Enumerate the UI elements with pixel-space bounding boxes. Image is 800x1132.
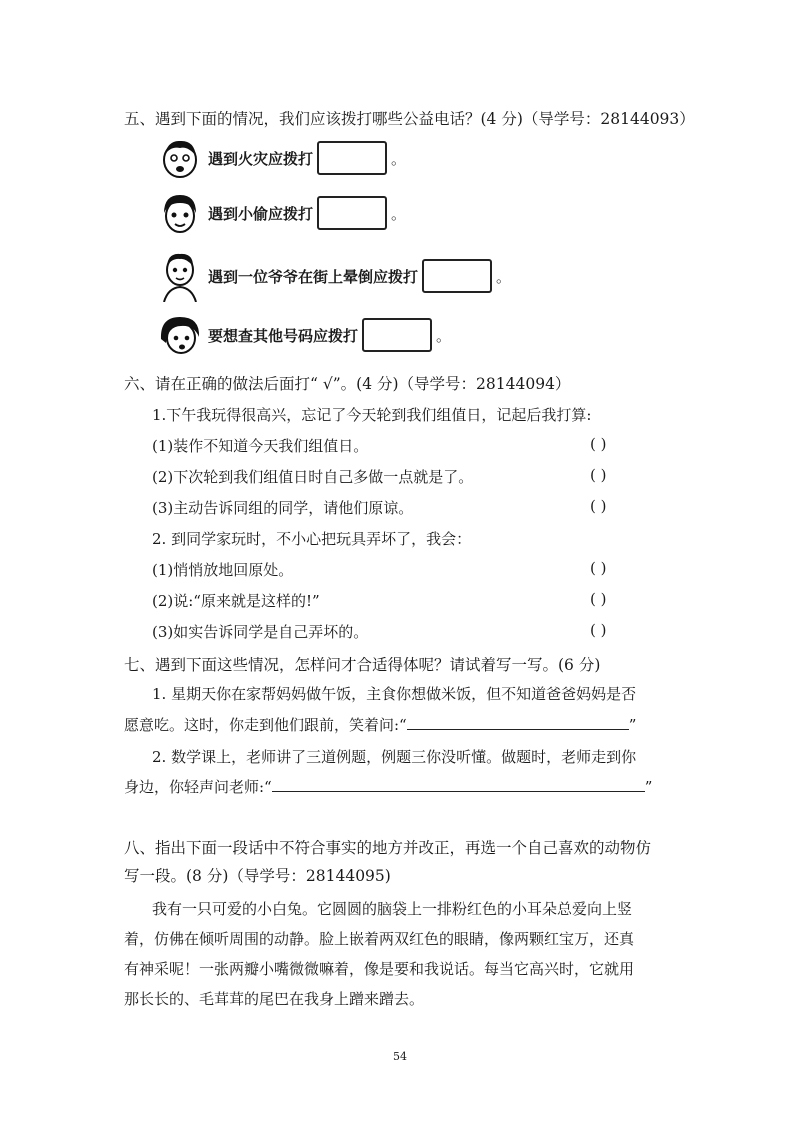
option-6-1-1: (1)装作不知道今天我们组值日。 bbox=[152, 437, 369, 455]
question-7-2-prompt: 身边，你轻声问老师:“ bbox=[124, 778, 272, 796]
answer-paren[interactable]: ( ) bbox=[590, 621, 607, 639]
period: 。 bbox=[391, 204, 407, 223]
phone-answer-box[interactable] bbox=[422, 259, 492, 293]
period: 。 bbox=[391, 149, 407, 168]
question-7-2-line2 bbox=[124, 775, 652, 797]
passage-line-1: 我有一只可爱的小白兔。它圆圆的脑袋上一排粉红色的小耳朵总爱向上竖 bbox=[152, 900, 633, 918]
period: 。 bbox=[436, 326, 452, 345]
section-6-heading: 六、请在正确的做法后面打“ √”。(4 分)（导学号：28144094） bbox=[124, 375, 571, 393]
phone-item-text: 要想查其他号码应拨打 bbox=[208, 326, 359, 345]
child-face-icon bbox=[158, 313, 202, 357]
phone-item-thief bbox=[158, 188, 406, 238]
passage-line-4: 那长长的、毛茸茸的尾巴在我身上蹭来蹭去。 bbox=[124, 990, 425, 1008]
close-quote: ” bbox=[628, 716, 637, 734]
question-7-1-line1: 1. 星期天你在家帮妈妈做午饭，主食你想做米饭，但不知道爸爸妈妈是否 bbox=[152, 685, 637, 703]
phone-item-grandpa bbox=[158, 248, 511, 304]
option-6-2-1: (1)悄悄放地回原处。 bbox=[152, 561, 294, 579]
answer-paren[interactable]: ( ) bbox=[590, 466, 607, 484]
phone-item-directory bbox=[158, 310, 451, 360]
child-face-icon bbox=[158, 136, 202, 180]
phone-item-fire bbox=[158, 133, 406, 183]
passage-line-3: 有神采呢！一张两瓣小嘴微微嘛着，像是要和我说话。每当它高兴时，它就用 bbox=[124, 960, 635, 978]
answer-paren[interactable]: ( ) bbox=[590, 435, 607, 453]
phone-item-text: 遇到一位爷爷在街上晕倒应拨打 bbox=[208, 267, 419, 286]
period: 。 bbox=[496, 267, 512, 286]
child-face-icon bbox=[158, 191, 202, 235]
section-8-heading-line2: 写一段。(8 分)（导学号：28144095) bbox=[124, 867, 391, 885]
page-number: 54 bbox=[393, 1050, 407, 1063]
passage-line-2: 着，仿佛在倾听周围的动静。脸上嵌着两双红色的眼睛，像两颗红宝万，还真 bbox=[124, 930, 635, 948]
phone-answer-box[interactable] bbox=[317, 196, 387, 230]
section-8-heading-line1: 八、指出下面一段话中不符合事实的地方并改正，再选一个自己喜欢的动物仿 bbox=[124, 839, 652, 857]
close-quote: ” bbox=[644, 778, 653, 796]
section-7-heading: 七、遇到下面这些情况，怎样问才合适得体呢？请试着写一写。(6 分) bbox=[124, 656, 601, 674]
option-6-1-3: (3)主动告诉同组的同学，请他们原谅。 bbox=[152, 499, 414, 517]
question-7-1-line2 bbox=[124, 713, 636, 735]
answer-paren[interactable]: ( ) bbox=[590, 497, 607, 515]
phone-answer-box[interactable] bbox=[362, 318, 432, 352]
section-5-heading: 五、遇到下面的情况，我们应该拨打哪些公益电话？(4 分)（导学号：28144093） bbox=[124, 110, 695, 128]
phone-item-text: 遇到小偷应拨打 bbox=[208, 204, 314, 223]
question-6-2: 2. 到同学家玩时，不小心把玩具弄坏了，我会： bbox=[152, 530, 472, 548]
phone-item-text: 遇到火灾应拨打 bbox=[208, 149, 314, 168]
question-7-2-line1: 2. 数学课上，老师讲了三道例题，例题三你没听懂。做题时，老师走到你 bbox=[152, 748, 637, 766]
question-7-1-prompt: 愿意吃。这时，你走到他们跟前，笑着问:“ bbox=[124, 716, 407, 734]
child-face-icon bbox=[158, 250, 202, 302]
option-6-2-3: (3)如实告诉同学是自己弄坏的。 bbox=[152, 623, 369, 641]
answer-paren[interactable]: ( ) bbox=[590, 590, 607, 608]
answer-blank[interactable] bbox=[272, 775, 645, 792]
answer-blank[interactable] bbox=[407, 713, 629, 730]
question-6-1: 1.下午我玩得很高兴，忘记了今天轮到我们组值日，记起后我打算: bbox=[152, 406, 592, 424]
phone-answer-box[interactable] bbox=[317, 141, 387, 175]
option-6-1-2: (2)下次轮到我们组值日时自己多做一点就是了。 bbox=[152, 468, 474, 486]
answer-paren[interactable]: ( ) bbox=[590, 559, 607, 577]
option-6-2-2: (2)说:“原来就是这样的!” bbox=[152, 592, 320, 610]
